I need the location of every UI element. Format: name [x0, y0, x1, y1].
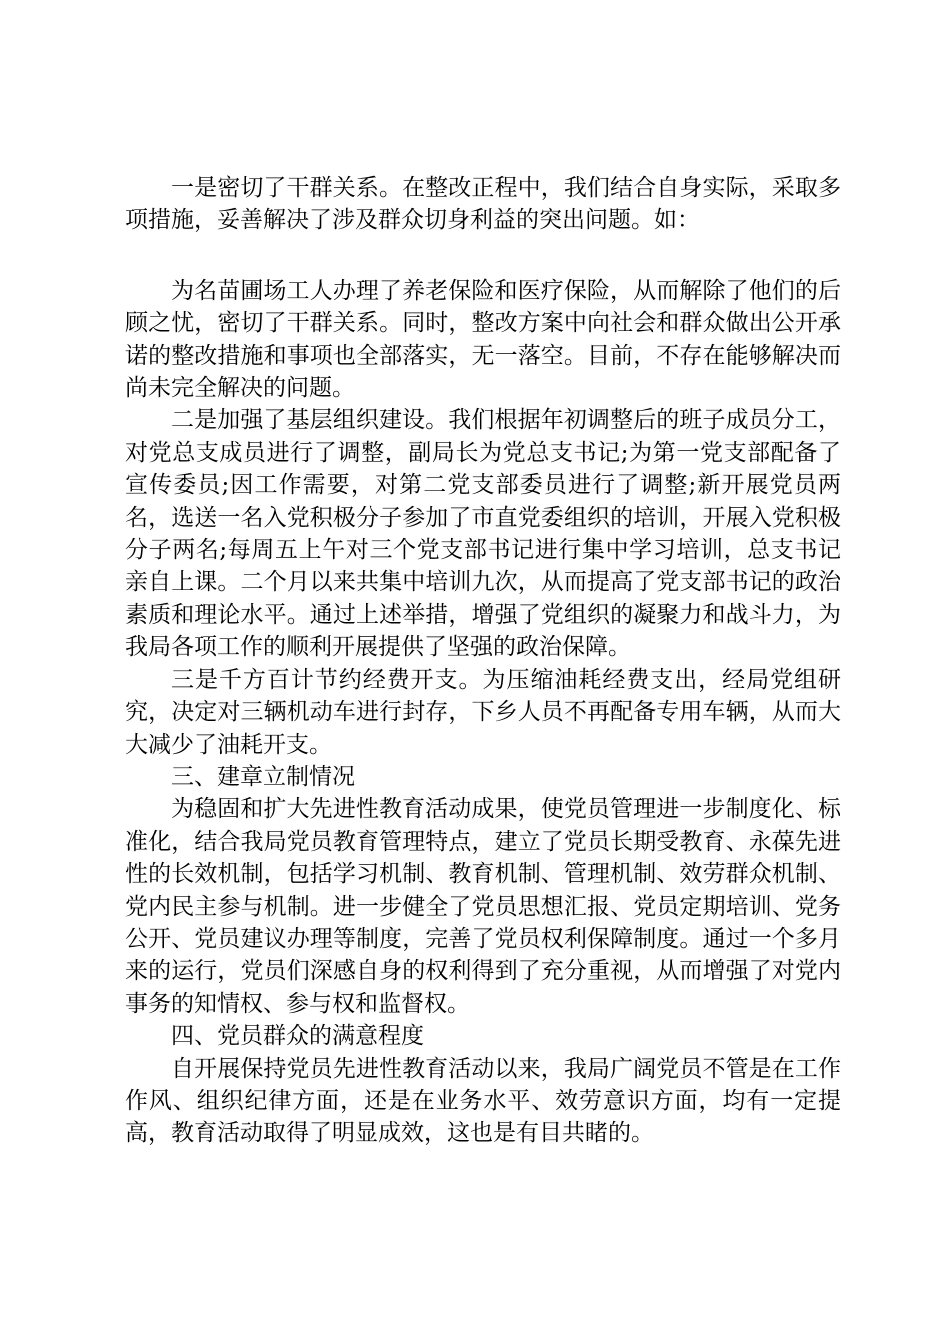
- paragraph-satisfaction: 自开展保持党员先进性教育活动以来，我局广阔党员不管是在工作作风、组织纪律方面，还是在业务水平、效劳意识方面，均有一定提高，教育活动取得了明显成效，这也是有目共睹的。: [125, 1055, 841, 1147]
- paragraph-cost-saving: 三是千方百计节约经费开支。为压缩油耗经费支出，经局党组研究，决定对三辆机动车进行封存，下乡人员不再配备专用车辆，从而大大减少了油耗开支。: [125, 666, 841, 758]
- section-heading-rules: 三、建章立制情况: [171, 763, 355, 790]
- paragraph-cadre-relations: 一是密切了干群关系。在整改正程中，我们结合自身实际，采取多项措施，妥善解决了涉及群众切身利益的突出问题。如：: [125, 175, 841, 234]
- section-heading-satisfaction: 四、党员群众的满意程度: [171, 1023, 424, 1050]
- paragraph-rules-mechanisms: 为稳固和扩大先进性教育活动成果，使党员管理进一步制度化、标准化，结合我局党员教育管理特点，建立了党员长期受教育、永葆先进性的长效机制，包括学习机制、教育机制、管理机制、效劳群众机制、党内民主参与机制。进一步健全了党员思想汇报、党员定期培训、党务公开、党员建议办理等制度，完善了党员权利保障制度。通过一个多月来的运行，党员们深感自身的权利得到了充分重视，从而增强了对党内事务的知情权、参与权和监督权。: [125, 796, 841, 1017]
- paragraph-organization-building: 二是加强了基层组织建设。我们根据年初调整后的班子成员分工，对党总支成员进行了调整，副局长为党总支书记;为第一党支部配备了宣传委员;因工作需要，对第二党支部委员进行了调整;新开展党员两名，选送一名入党积极分子参加了市直党委组织的培训，开展入党积极分子两名;每周五上午对三个党支部书记进行集中学习培训，总支书记亲自上课。二个月以来共集中培训九次，从而提高了党支部书记的政治素质和理论水平。通过上述举措，增强了党组织的凝聚力和战斗力，为我局各项工作的顺利开展提供了坚强的政治保障。: [125, 407, 841, 661]
- document-body: [125, 172, 841, 1150]
- paragraph-gap: [125, 237, 841, 275]
- paragraph-pension-insurance: 为名苗圃场工人办理了养老保险和医疗保险，从而解除了他们的后顾之忧，密切了干群关系。同时，整改方案中向社会和群众做出公开承诺的整改措施和事项也全部落实，无一落空。目前，不存在能够解决而尚未完全解决的问题。: [125, 277, 841, 402]
